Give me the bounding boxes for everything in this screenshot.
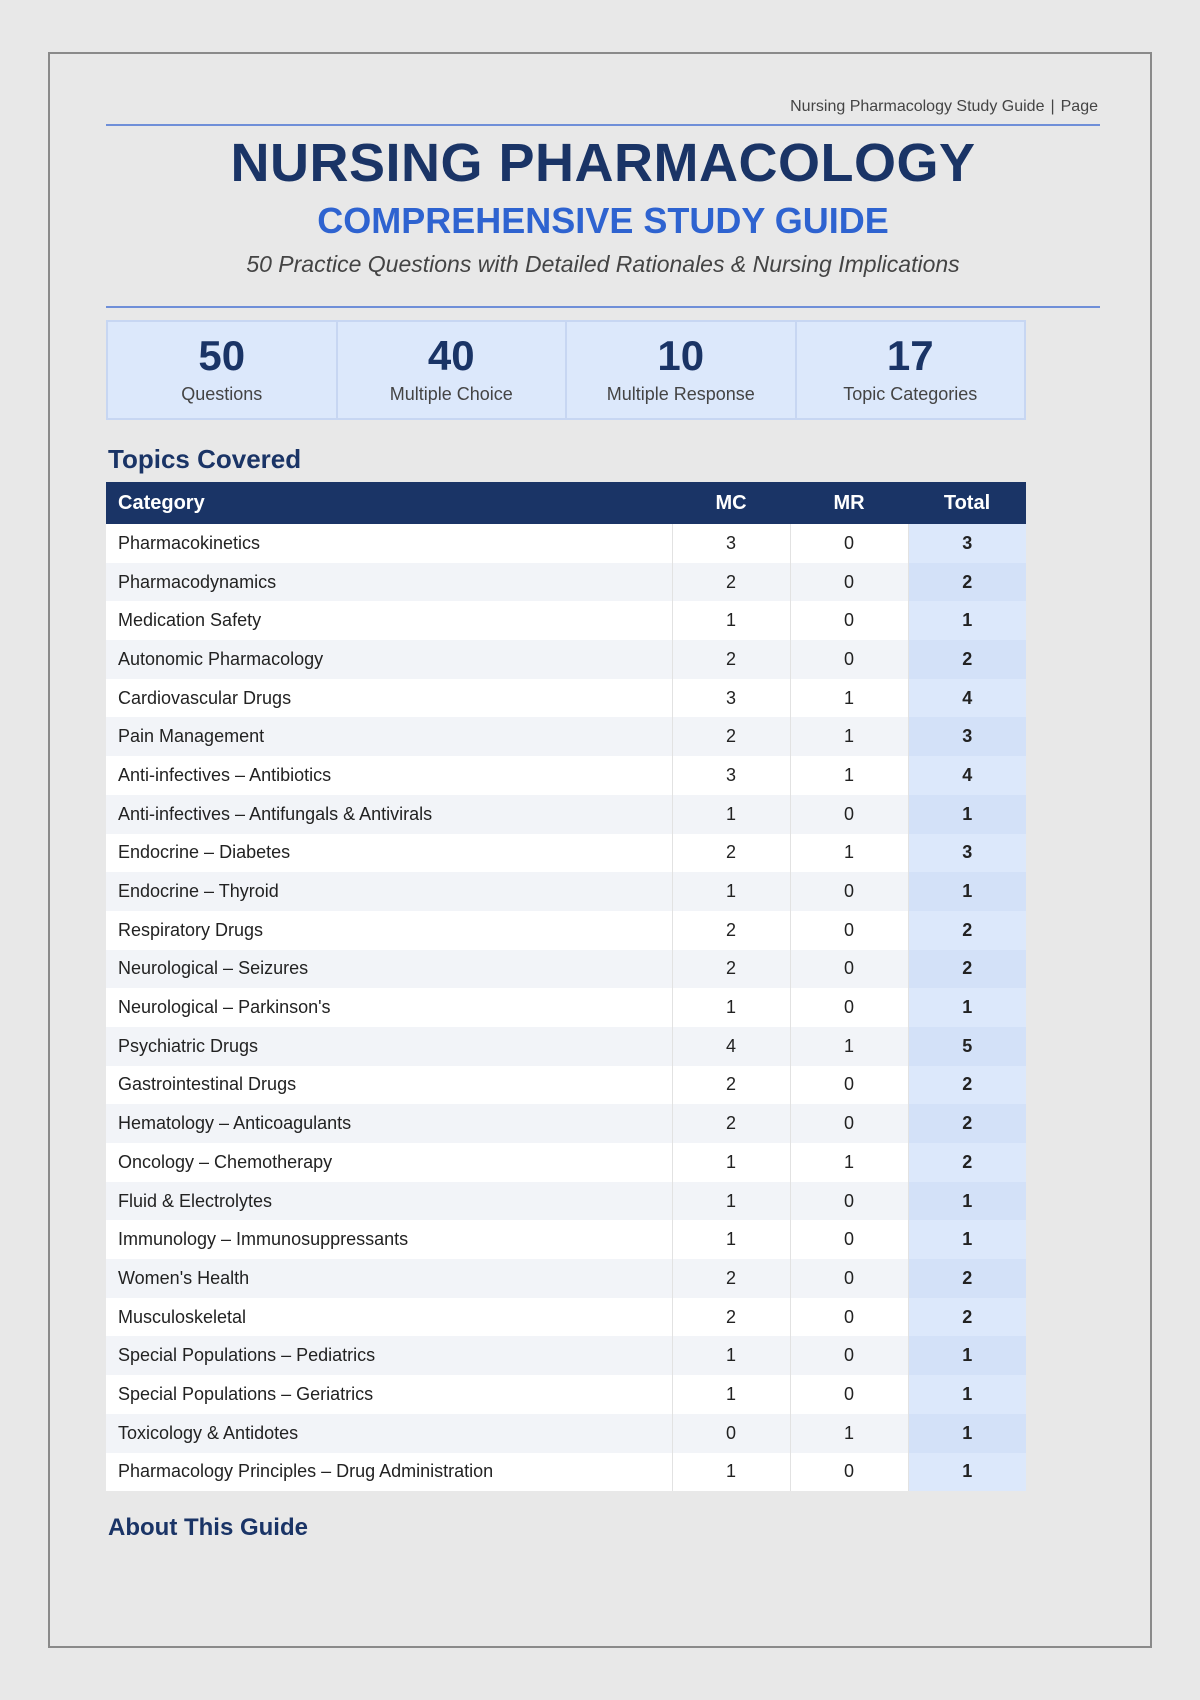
row-mc-cell: 2: [672, 640, 790, 679]
topics-heading: Topics Covered: [108, 444, 302, 474]
stat-value: 17: [886, 332, 934, 379]
row-total-cell: 2: [908, 1143, 1026, 1182]
row-category-cell: Hematology – Anticoagulants: [106, 1104, 672, 1143]
row-total-cell: 2: [908, 1298, 1026, 1337]
row-mc-cell: 1: [672, 1336, 790, 1375]
table-row: [106, 1182, 1026, 1221]
column-header-mc: MC: [672, 482, 790, 524]
row-category-cell: Neurological – Seizures: [106, 950, 672, 989]
row-mc-cell: 3: [672, 524, 790, 563]
stat-label: Topic Categories: [843, 384, 978, 405]
row-category-cell: Endocrine – Diabetes: [106, 834, 672, 873]
row-mr-cell: 0: [790, 1453, 908, 1492]
row-category-cell: Special Populations – Geriatrics: [106, 1375, 672, 1414]
about-heading: About This Guide: [108, 1514, 308, 1541]
table-row: [106, 1259, 1026, 1298]
row-mr-cell: 1: [790, 834, 908, 873]
stats-bar: [106, 320, 1026, 420]
row-mr-cell: 0: [790, 1104, 908, 1143]
document-page: [48, 52, 1152, 1648]
row-total-cell: 4: [908, 679, 1026, 718]
row-mc-cell: 4: [672, 1027, 790, 1066]
table-row: [106, 1220, 1026, 1259]
row-mc-cell: 2: [672, 1259, 790, 1298]
table-row: [106, 1414, 1026, 1453]
stat-label: Multiple Choice: [389, 384, 513, 405]
stat-value: 40: [427, 332, 475, 379]
row-category-cell: Pain Management: [106, 717, 672, 756]
table-row: [106, 1066, 1026, 1105]
header-separator: |: [1050, 98, 1055, 115]
row-mr-cell: 1: [790, 756, 908, 795]
row-category-cell: Fluid & Electrolytes: [106, 1182, 672, 1221]
row-mc-cell: 2: [672, 834, 790, 873]
row-mr-cell: 0: [790, 911, 908, 950]
title-block: [106, 134, 1100, 278]
stat-multiple-response: [567, 322, 797, 418]
row-mc-cell: 1: [672, 872, 790, 911]
row-category-cell: Musculoskeletal: [106, 1298, 672, 1337]
row-category-cell: Pharmacology Principles – Drug Administration: [106, 1453, 672, 1492]
stat-label: Multiple Response: [606, 384, 755, 405]
row-mr-cell: 0: [790, 1259, 908, 1298]
table-header-row: [106, 482, 1026, 524]
row-category-cell: Special Populations – Pediatrics: [106, 1336, 672, 1375]
running-header: [106, 74, 1100, 126]
row-mc-cell: 0: [672, 1414, 790, 1453]
row-total-cell: 2: [908, 1259, 1026, 1298]
row-category-cell: Cardiovascular Drugs: [106, 679, 672, 718]
table-row: [106, 1104, 1026, 1143]
row-mr-cell: 0: [790, 1336, 908, 1375]
row-total-cell: 1: [908, 872, 1026, 911]
row-total-cell: 1: [908, 1453, 1026, 1492]
row-mr-cell: 1: [790, 679, 908, 718]
table-row: [106, 640, 1026, 679]
row-category-cell: Neurological – Parkinson's: [106, 988, 672, 1027]
row-total-cell: 2: [908, 640, 1026, 679]
topics-table: [106, 482, 1026, 1491]
row-mr-cell: 0: [790, 524, 908, 563]
row-mr-cell: 0: [790, 640, 908, 679]
row-mc-cell: 3: [672, 679, 790, 718]
table-row: [106, 756, 1026, 795]
row-mr-cell: 0: [790, 795, 908, 834]
column-header-category: Category: [106, 482, 672, 524]
row-mr-cell: 0: [790, 1220, 908, 1259]
row-mc-cell: 1: [672, 1453, 790, 1492]
column-header-total: Total: [908, 482, 1026, 524]
table-row: [106, 1298, 1026, 1337]
table-row: [106, 795, 1026, 834]
row-mr-cell: 0: [790, 988, 908, 1027]
row-category-cell: Endocrine – Thyroid: [106, 872, 672, 911]
column-header-mr: MR: [790, 482, 908, 524]
stat-topic-categories: [797, 322, 1025, 418]
row-mr-cell: 0: [790, 1298, 908, 1337]
header-guide-name: Nursing Pharmacology Study Guide: [790, 98, 1045, 115]
row-mc-cell: 2: [672, 1298, 790, 1337]
row-category-cell: Toxicology & Antidotes: [106, 1414, 672, 1453]
row-total-cell: 3: [908, 717, 1026, 756]
table-row: [106, 524, 1026, 563]
table-row: [106, 1375, 1026, 1414]
row-category-cell: Psychiatric Drugs: [106, 1027, 672, 1066]
row-category-cell: Anti-infectives – Antibiotics: [106, 756, 672, 795]
row-category-cell: Oncology – Chemotherapy: [106, 1143, 672, 1182]
row-total-cell: 2: [908, 911, 1026, 950]
row-mc-cell: 1: [672, 601, 790, 640]
row-total-cell: 1: [908, 1414, 1026, 1453]
row-mc-cell: 1: [672, 1143, 790, 1182]
row-category-cell: Autonomic Pharmacology: [106, 640, 672, 679]
row-total-cell: 2: [908, 563, 1026, 602]
row-total-cell: 2: [908, 950, 1026, 989]
row-mc-cell: 2: [672, 950, 790, 989]
row-category-cell: Medication Safety: [106, 601, 672, 640]
row-mr-cell: 0: [790, 601, 908, 640]
row-mc-cell: 1: [672, 795, 790, 834]
row-mc-cell: 1: [672, 1220, 790, 1259]
row-mr-cell: 1: [790, 717, 908, 756]
row-total-cell: 5: [908, 1027, 1026, 1066]
row-mr-cell: 0: [790, 872, 908, 911]
main-title: NURSING PHARMACOLOGY: [230, 133, 976, 193]
tagline: 50 Practice Questions with Detailed Rationales & Nursing Implications: [246, 250, 960, 277]
row-category-cell: Women's Health: [106, 1259, 672, 1298]
title-divider: [106, 306, 1100, 308]
table-row: [106, 679, 1026, 718]
row-mr-cell: 0: [790, 1182, 908, 1221]
row-total-cell: 1: [908, 1220, 1026, 1259]
header-page-label: Page: [1060, 98, 1098, 115]
row-mr-cell: 0: [790, 1375, 908, 1414]
table-row: [106, 1143, 1026, 1182]
row-mc-cell: 3: [672, 756, 790, 795]
table-row: [106, 1027, 1026, 1066]
table-row: [106, 1453, 1026, 1492]
row-mc-cell: 1: [672, 1182, 790, 1221]
row-total-cell: 2: [908, 1066, 1026, 1105]
table-row: [106, 834, 1026, 873]
row-total-cell: 1: [908, 1375, 1026, 1414]
row-mc-cell: 1: [672, 1375, 790, 1414]
stat-label: Questions: [181, 384, 263, 405]
row-mc-cell: 2: [672, 911, 790, 950]
table-row: [106, 911, 1026, 950]
row-category-cell: Respiratory Drugs: [106, 911, 672, 950]
row-total-cell: 3: [908, 524, 1026, 563]
table-row: [106, 1336, 1026, 1375]
table-row: [106, 563, 1026, 602]
row-category-cell: Gastrointestinal Drugs: [106, 1066, 672, 1105]
row-mr-cell: 0: [790, 950, 908, 989]
topics-table-body: [106, 524, 1026, 1491]
row-mc-cell: 2: [672, 717, 790, 756]
stat-value: 10: [657, 332, 705, 379]
row-category-cell: Immunology – Immunosuppressants: [106, 1220, 672, 1259]
row-total-cell: 1: [908, 1182, 1026, 1221]
sub-title: COMPREHENSIVE STUDY GUIDE: [317, 200, 889, 242]
table-row: [106, 601, 1026, 640]
row-total-cell: 2: [908, 1104, 1026, 1143]
row-category-cell: Pharmacodynamics: [106, 563, 672, 602]
row-mr-cell: 1: [790, 1027, 908, 1066]
row-mr-cell: 0: [790, 563, 908, 602]
table-row: [106, 950, 1026, 989]
table-row: [106, 872, 1026, 911]
stat-questions: [108, 322, 338, 418]
row-mc-cell: 2: [672, 563, 790, 602]
stat-value: 50: [198, 332, 246, 379]
row-total-cell: 4: [908, 756, 1026, 795]
row-mr-cell: 1: [790, 1414, 908, 1453]
row-mc-cell: 2: [672, 1066, 790, 1105]
row-total-cell: 1: [908, 1336, 1026, 1375]
row-mc-cell: 1: [672, 988, 790, 1027]
row-total-cell: 1: [908, 795, 1026, 834]
row-mc-cell: 2: [672, 1104, 790, 1143]
table-row: [106, 717, 1026, 756]
table-row: [106, 988, 1026, 1027]
running-header-text: [790, 98, 1098, 116]
row-category-cell: Anti-infectives – Antifungals & Antivirals: [106, 795, 672, 834]
row-total-cell: 3: [908, 834, 1026, 873]
row-total-cell: 1: [908, 601, 1026, 640]
row-total-cell: 1: [908, 988, 1026, 1027]
row-mr-cell: 1: [790, 1143, 908, 1182]
row-category-cell: Pharmacokinetics: [106, 524, 672, 563]
row-mr-cell: 0: [790, 1066, 908, 1105]
stat-multiple-choice: [338, 322, 568, 418]
